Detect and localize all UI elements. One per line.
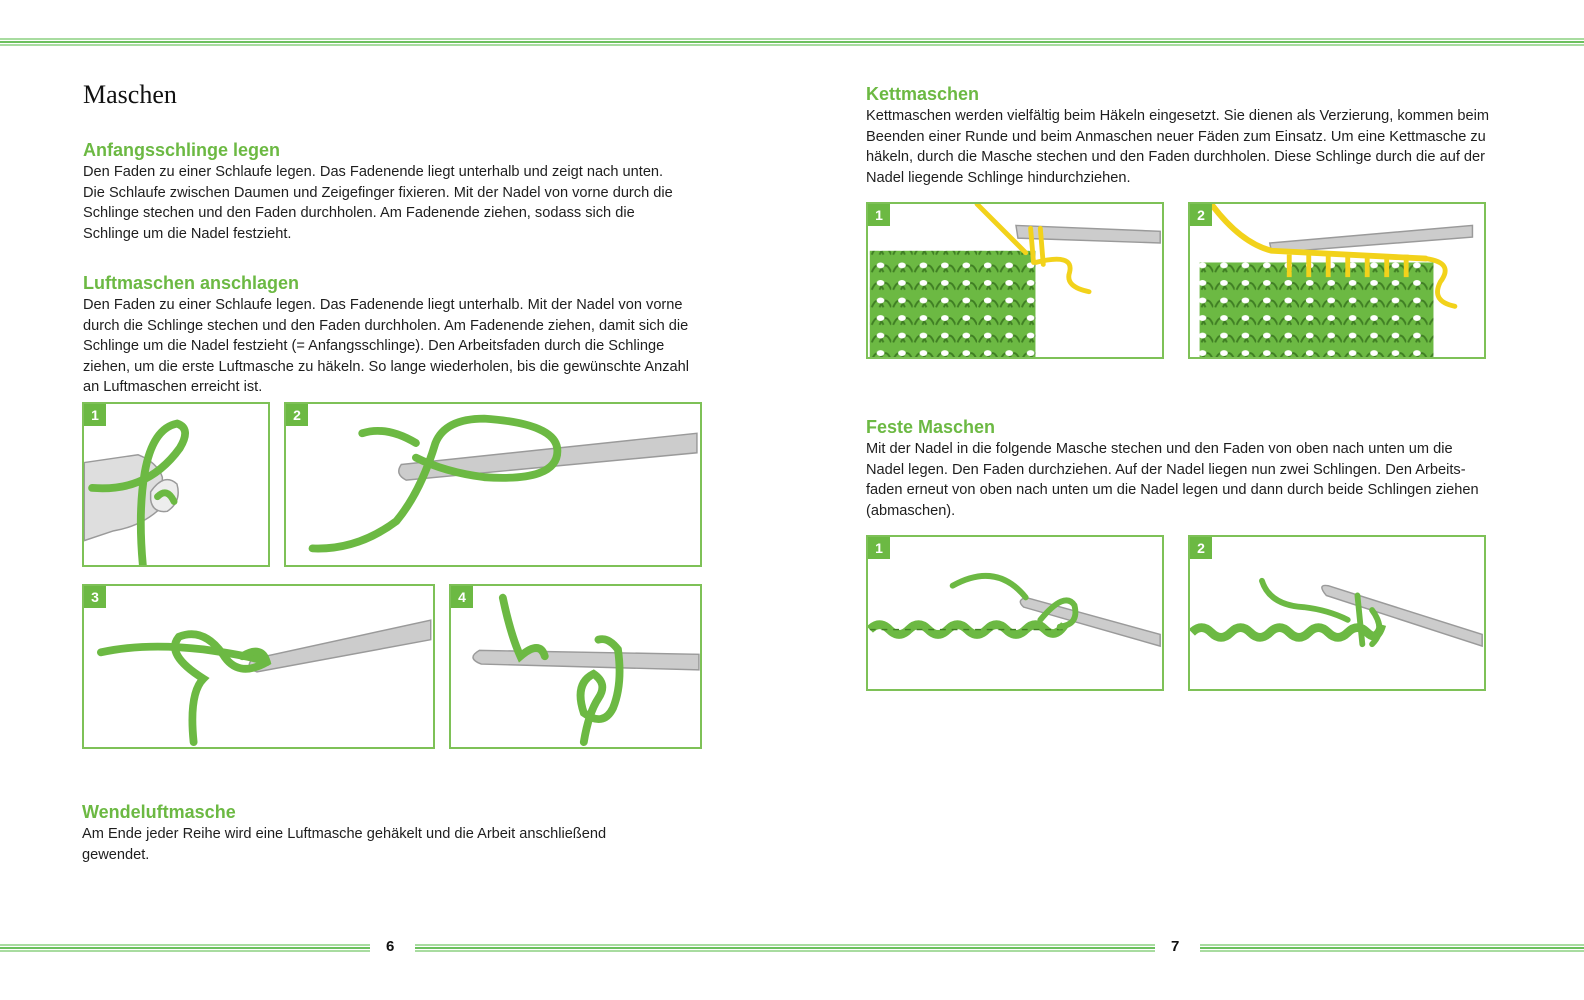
step-badge: 1 bbox=[868, 537, 890, 559]
page-title: Maschen bbox=[83, 80, 177, 109]
heading-kettmaschen: Kettmaschen bbox=[866, 84, 980, 104]
feste-maschen-figure-1 bbox=[866, 535, 1164, 691]
single-crochet-step-2-illustration bbox=[1190, 537, 1484, 689]
step-badge: 3 bbox=[84, 586, 106, 608]
chain-stitch-illustration bbox=[451, 586, 700, 747]
step-badge: 1 bbox=[84, 404, 106, 426]
heading-luftmaschen: Luftmaschen anschlagen bbox=[83, 273, 300, 293]
kettmaschen-figure-2 bbox=[1188, 202, 1486, 359]
hand-loop-illustration bbox=[84, 404, 268, 565]
luftmaschen-figure-4 bbox=[449, 584, 702, 749]
needle-loop-illustration bbox=[286, 404, 700, 565]
text-wendeluftmasche: Am Ende jeder Reihe wird eine Luftmasche gehäkelt und die Arbeit anschließend gewendet. bbox=[82, 826, 607, 863]
heading-feste-maschen: Feste Maschen bbox=[866, 417, 996, 437]
step-badge: 2 bbox=[1190, 204, 1212, 226]
step-badge: 2 bbox=[1190, 537, 1212, 559]
bottom-rule-center bbox=[415, 944, 1155, 952]
pulling-loop-illustration bbox=[84, 586, 433, 747]
text-kettmaschen: Kettmaschen werden vielfältig beim Häkeln eingesetzt. Sie dienen als Verzierung, kommen beim Beenden einer Runde und beim Anmaschen neuer Fäden zum Einsatz. Um eine Kettmasche zu häkeln, durch die Masche stechen und den Faden durchholen. Diese Schlinge durch die auf der Nadel liegende Schlinge hindurchziehen. bbox=[866, 108, 1489, 186]
feste-maschen-figure-2 bbox=[1188, 535, 1486, 691]
slip-stitch-step-2-illustration bbox=[1190, 204, 1484, 357]
single-crochet-step-1-illustration bbox=[868, 537, 1162, 689]
page-number-left: 6 bbox=[386, 938, 395, 955]
bottom-rule-right bbox=[1200, 944, 1584, 952]
text-luftmaschen: Den Faden zu einer Schlaufe legen. Das Fadenende liegt unterhalb. Mit der Nadel von vorne durch die Schlinge stechen und den Faden durchholen. Am Fadenende ziehen, damit sich die Schlinge um die Nadel festzieht (= Anfangsschlinge). Den Arbeitsfaden durch die Schlinge ziehen, um die erste Luftmasche zu häkeln. So lange wiederholen, bis die gewünschte Anzahl an Luftmaschen erreicht ist. bbox=[83, 297, 690, 395]
heading-wendeluftmasche: Wendeluftmasche bbox=[82, 802, 236, 822]
kettmaschen-figure-1 bbox=[866, 202, 1164, 359]
top-rule bbox=[0, 38, 1584, 46]
step-badge: 1 bbox=[868, 204, 890, 226]
luftmaschen-figure-2 bbox=[284, 402, 702, 567]
luftmaschen-figure-1 bbox=[82, 402, 270, 567]
bottom-rule-left bbox=[0, 944, 370, 952]
heading-anfangsschlinge: Anfangsschlinge legen bbox=[83, 140, 281, 160]
step-badge: 2 bbox=[286, 404, 308, 426]
text-feste-maschen: Mit der Nadel in die folgende Masche stechen und den Faden von oben nach unten um die Nadel legen. Den Faden durchziehen. Auf der Nadel liegen nun zwei Schlingen. Den Arbeitsfaden erneut von oben nach unten um die Nadel legen und dann durch beide Schlingen ziehen (abmaschen). bbox=[866, 441, 1479, 519]
step-badge: 4 bbox=[451, 586, 473, 608]
luftmaschen-figure-3 bbox=[82, 584, 435, 749]
slip-stitch-step-1-illustration bbox=[868, 204, 1162, 357]
text-anfangsschlinge: Den Faden zu einer Schlaufe legen. Das Fadenende liegt unterhalb und zeigt nach unten. Die Schlaufe zwischen Daumen und Zeigefinger fixieren. Mit der Nadel von vorne durch die Schlinge stechen und den Faden durchholen. Am Fadenende ziehen, sodass sich die Schlinge um die Nadel festzieht. bbox=[83, 164, 673, 242]
page-number-right: 7 bbox=[1171, 938, 1180, 955]
